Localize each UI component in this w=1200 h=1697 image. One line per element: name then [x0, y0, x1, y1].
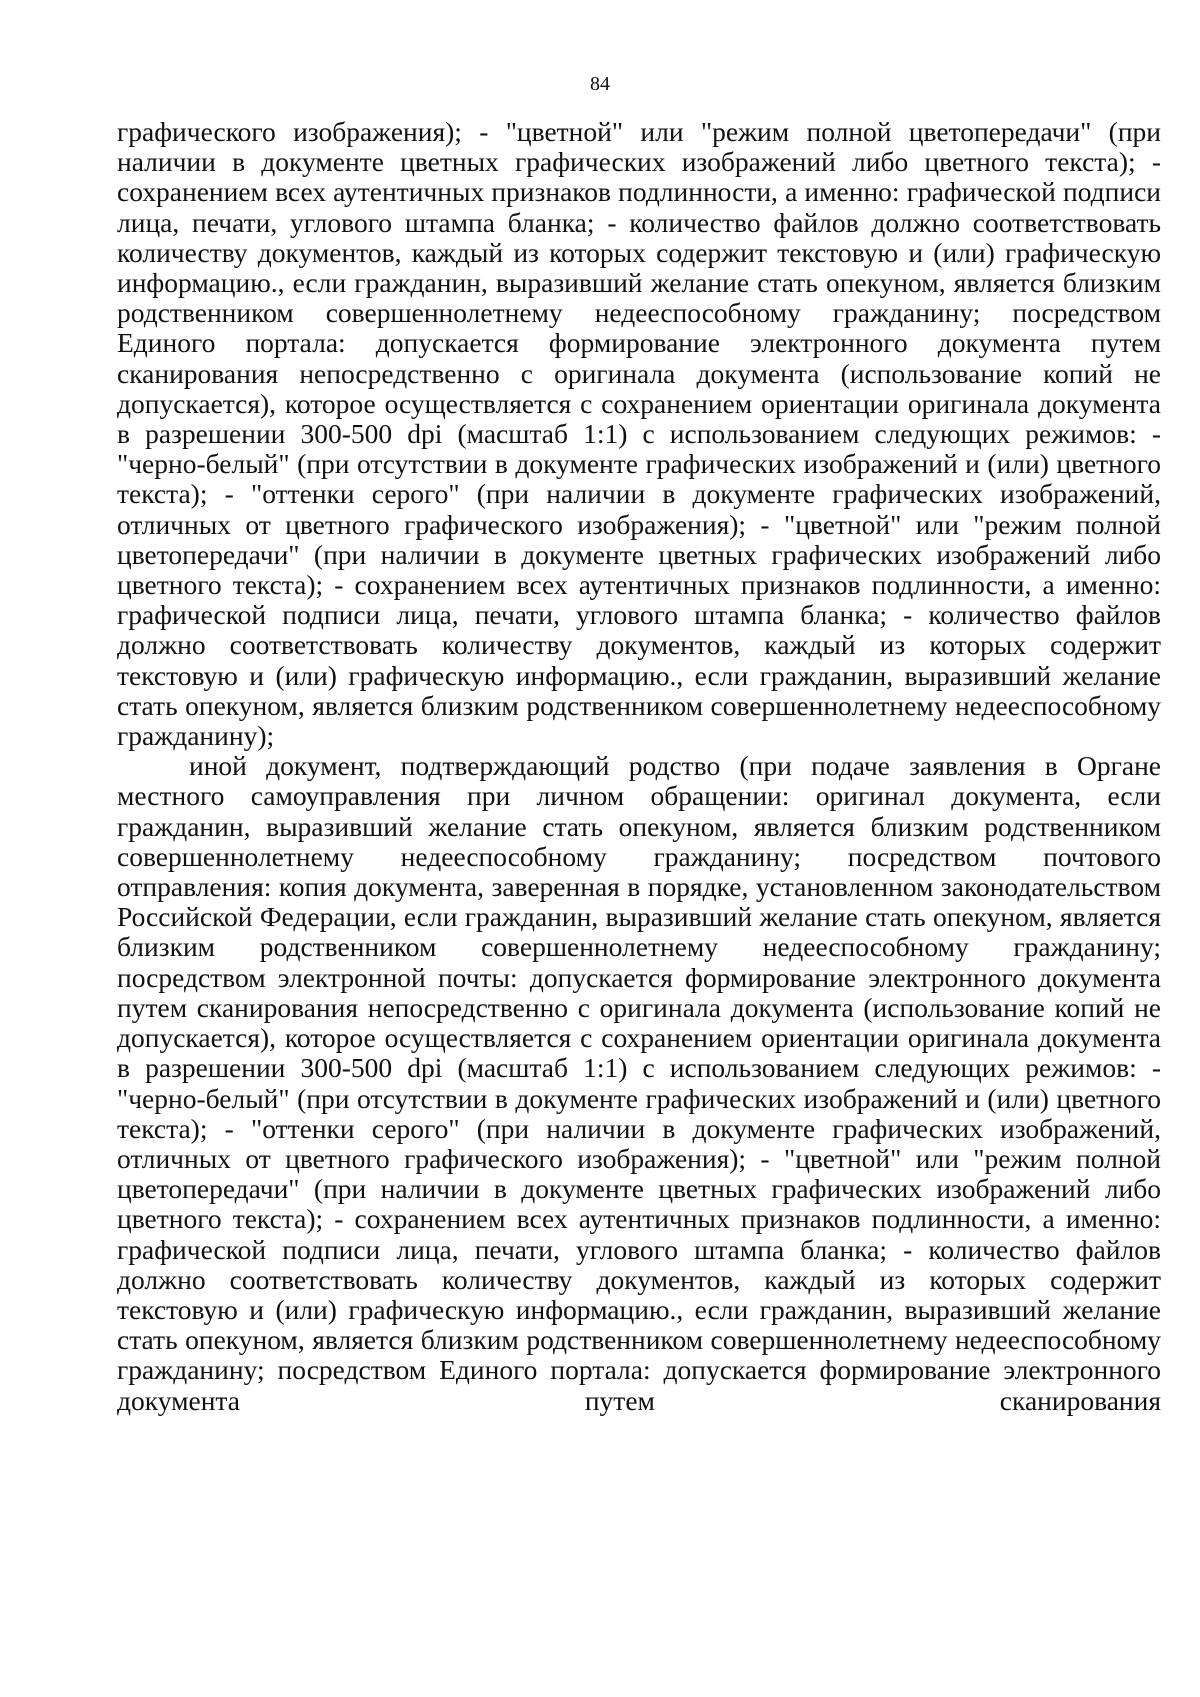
document-body: [117, 117, 1161, 1416]
paragraph-continued: графического изображения); - "цветной" или "режим полной цветопередачи" (при наличии в документе цветных графических изображений либо цветного текста); - сохранением всех аутентичных признаков подлинности, а именно: графической подписи лица, печати, углового штампа бланка; - количество файлов должно соответствовать количеству документов, каждый из которых содержит текстовую и (или) графическую информацию., если гражданин, выразивший желание стать опекуном, является близким родственником совершеннолетнему недееспособному гражданину; посредством Единого портала: допускается формирование электронного документа путем сканирования непосредственно с оригинала документа (использование копий не допускается), которое осуществляется с сохранением ориентации оригинала документа в разрешении 300-500 dpi (масштаб 1:1) с использованием следующих режимов: - "черно-белый" (при отсутствии в документе графических изображений и (или) цветного текста); - "оттенки серого" (при наличии в документе графических изображений, отличных от цветного графического изображения); - "цветной" или "режим полной цветопередачи" (при наличии в документе цветных графических изображений либо цветного текста); - сохранением всех аутентичных признаков подлинности, а именно: графической подписи лица, печати, углового штампа бланка; - количество файлов должно соответствовать количеству документов, каждый из которых содержит текстовую и (или) графическую информацию., если гражданин, выразивший желание стать опекуном, является близким родственником совершеннолетнему недееспособному гражданину);: [117, 116, 1161, 752]
paragraph-other-kinship-document: иной документ, подтверждающий родство (при подаче заявления в Органе местного самоуправления при личном обращении: оригинал документа, если гражданин, выразивший желание стать опекуном, является близким родственником совершеннолетнему недееспособному гражданину; посредством почтового отправления: копия документа, заверенная в порядке, установленном законодательством Российской Федерации, если гражданин, выразивший желание стать опекуном, является близким родственником совершеннолетнему недееспособному гражданину; посредством электронной почты: допускается формирование электронного документа путем сканирования непосредственно с оригинала документа (использование копий не допускается), которое осуществляется с сохранением ориентации оригинала документа в разрешении 300-500 dpi (масштаб 1:1) с использованием следующих режимов: - "черно-белый" (при отсутствии в документе графических изображений и (или) цветного текста); - "оттенки серого" (при наличии в документе графических изображений, отличных от цветного графического изображения); - "цветной" или "режим полной цветопередачи" (при наличии в документе цветных графических изображений либо цветного текста); - сохранением всех аутентичных признаков подлинности, а именно: графической подписи лица, печати, углового штампа бланка; - количество файлов должно соответствовать количеству документов, каждый из которых содержит текстовую и (или) графическую информацию., если гражданин, выразивший желание стать опекуном, является близким родственником совершеннолетнему недееспособному гражданину; посредством Единого портала: допускается формирование электронного документа путем сканирования: [117, 750, 1161, 1416]
page-number: 84: [590, 73, 610, 95]
